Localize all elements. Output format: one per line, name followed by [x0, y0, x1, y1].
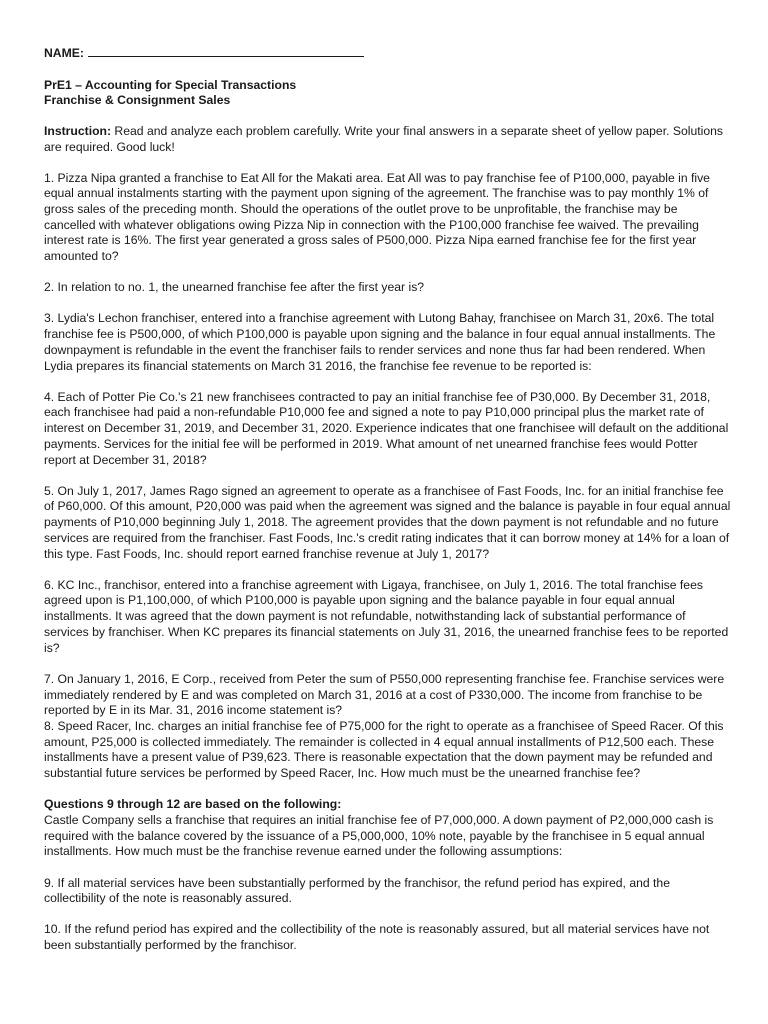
name-blank-line[interactable]: [88, 44, 364, 57]
instruction-text: Read and analyze each problem carefully. Write your final answers in a separate sheet of yellow paper. Solutions are required. Good luck!: [44, 124, 723, 154]
question-8: 8. Speed Racer, Inc. charges an initial franchise fee of P75,000 for the right to operate as a franchisee of Speed Racer. Of this amount, P25,000 is collected immediately. The remainder is collected in 4 equal annual installments of P12,500 each. These installments have a present value of P39,623. There is reasonable expectation that the down payment may be refunded and substantial future services be performed by Speed Racer, Inc. How much must be the unearned franchise fee?: [44, 718, 724, 781]
question-5: 5. On July 1, 2017, James Rago signed an agreement to operate as a franchisee of Fast Foods, Inc. for an initial franchise fee of P60,000. Of this amount, P20,000 was paid when the agreement was signed and the balance is payable in four equal annual payments of P10,000 beginning July 1, 2018. The agreement provides that the down payment is not refundable and no future services are required from the franchiser. Fast Foods, Inc.'s credit rating indicates that it can borrow money at 14% for a loan of this type. Fast Foods, Inc. should report earned franchise revenue at July 1, 2017?: [44, 483, 731, 561]
question-7: 7. On January 1, 2016, E Corp., received from Peter the sum of P550,000 representing franchise fee. Franchise services were immediately rendered by E and was completed on March 31, 2016 at a cost of P330,000. The income from franchise to be reported by E in its Mar. 31, 2016 income statement is?: [44, 671, 725, 718]
name-label: NAME:: [44, 46, 84, 60]
question-4: 4. Each of Potter Pie Co.'s 21 new franchisees contracted to pay an initial franchise fee of P30,000. By December 31, 2018, each franchisee had paid a non-refundable P10,000 fee and signed a note to pay P10,000 principal plus the market rate of interest on December 31, 2019, and December 31, 2020. Experience indicates that one franchisee will default on the additional payments. Services for the initial fee will be performed in 2019. What amount of net unearned franchise fees would Potter report at December 31, 2018?: [44, 389, 729, 467]
name-field-row: [44, 44, 732, 62]
document-heading: [44, 78, 732, 109]
course-title: PrE1 – Accounting for Special Transactions: [44, 77, 297, 92]
document-subtitle: Franchise & Consignment Sales: [44, 93, 231, 108]
question-10: 10. If the refund period has expired and the collectibility of the note is reasonably assured, but all material services have not been substantially performed by the franchisor.: [44, 922, 710, 953]
instruction-paragraph: [44, 124, 732, 155]
question-2: 2. In relation to no. 1, the unearned franchise fee after the first year is?: [44, 280, 425, 295]
question-3: 3. Lydia's Lechon franchiser, entered into a franchise agreement with Lutong Bahay, franchisee on March 31, 20x6. The total franchise fee is P500,000, of which P100,000 is payable upon signing and the balance in four equal annual installments. The downpayment is refundable in the event the franchiser fails to render services and none thus far had been rendered. When Lydia prepares its financial statements on March 31 2016, the franchise fee revenue to be reported is:: [44, 311, 716, 373]
question-9: 9. If all material services have been substantially performed by the franchisor, the refund period has expired, and the collectibility of the note is reasonably assured.: [44, 875, 670, 906]
instruction-label: Instruction:: [44, 124, 112, 139]
question-6: 6. KC Inc., franchisor, entered into a franchise agreement with Ligaya, franchisee, on July 1, 2016. The total franchise fees agreed upon is P1,100,000, of which P100,000 is payable upon signing and the balance payable in four equal annual installments. It was agreed that the down payment is not refundable, notwithstanding lack of substantial performance of services by franchiser. When KC prepares its financial statements on July 31, 2016, the unearned franchise fees to be reported is?: [44, 577, 729, 655]
question-group-9-12: [44, 797, 732, 860]
question-group-text: Castle Company sells a franchise that requires an initial franchise fee of P7,000,000. A down payment of P2,000,000 cash is required with the balance covered by the issuance of a P5,000,000, 10% note, payable by the franchisee in 5 equal annual installments. How much must be the franchise revenue earned under the following assumptions:: [44, 812, 714, 859]
question-group-heading: Questions 9 through 12 are based on the following:: [44, 797, 342, 812]
question-1: 1. Pizza Nipa granted a franchise to Eat All for the Makati area. Eat All was to pay franchise fee of P100,000, payable in five equal annual instalments starting with the payment upon signing of the agreement. The franchise was to pay monthly 1% of gross sales of the preceding month. Should the operations of the outlet prove to be unprofitable, the franchise may be cancelled with whatever obligations owing Pizza Nip in connection with the P100,000 franchise fee waived. The prevailing interest rate is 16%. The first year generated a gross sales of P500,000. Pizza Nipa earned franchise fee for the first year amounted to?: [44, 170, 710, 264]
